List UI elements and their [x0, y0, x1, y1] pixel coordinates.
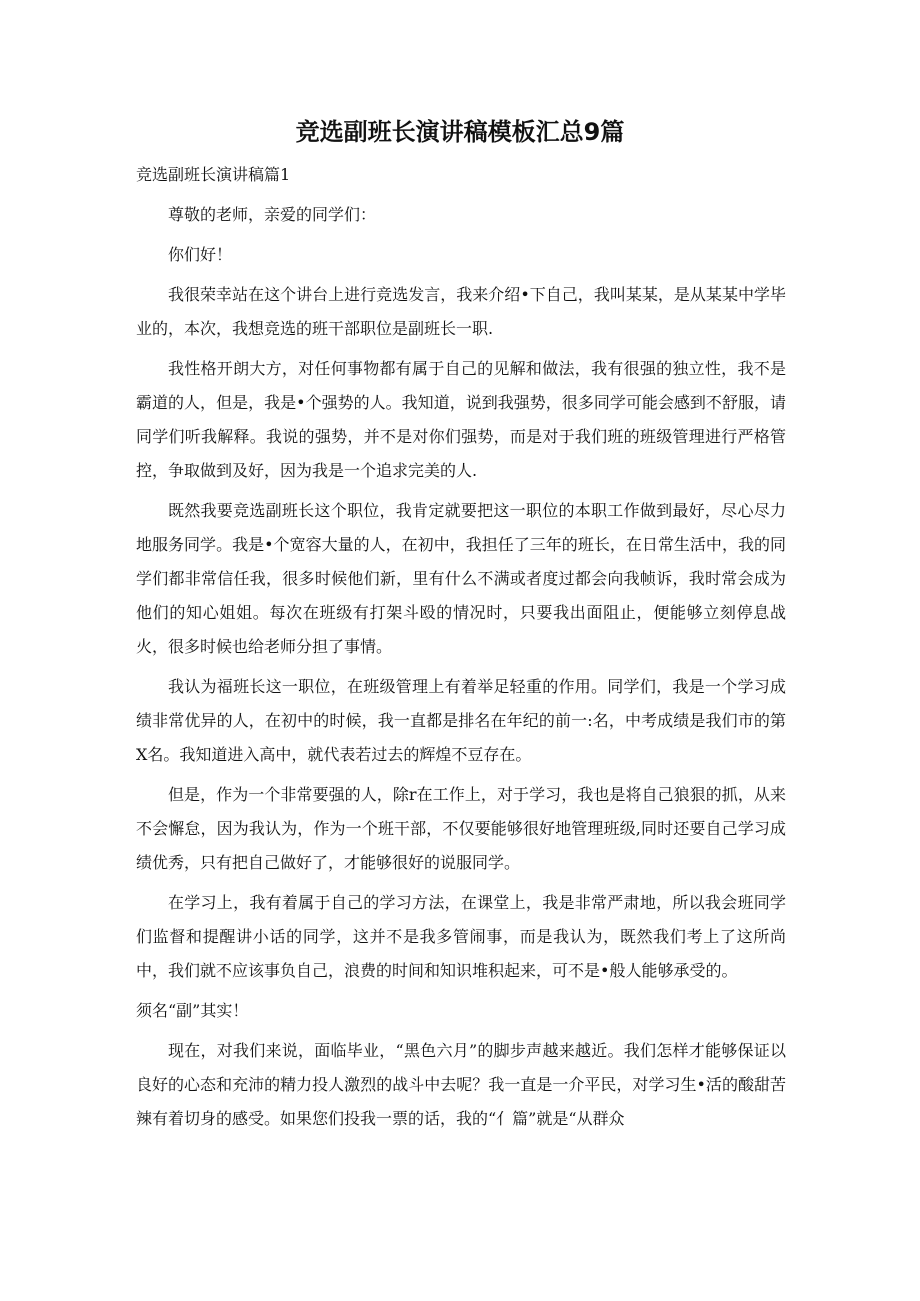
closing-paragraph: 现在，对我们来说，面临毕业，“黑色六月”的脚步声越来越近。我们怎样才能够保证以良好的心态和充沛的精力投人激烈的战斗中去呢？我一直是一介平民，对学习生•活的酸甜苦辣有着切身的感受。如果您们投我一票的话，我的“亻篇”就是“从群众: [136, 1041, 786, 1128]
intro-paragraph: 我很荣幸站在这个讲台上进行竞选发言，我来介绍•下自己，我叫某某，是从某某中学毕业的，本次，我想竞选的班干部职位是副班长一职.: [136, 285, 786, 338]
study-paragraph: 但是，作为一个非常要强的人，除r在工作上，对于学习，我也是将自己狼狠的抓，从来不会懈怠，因为我认为，作为一个班干部，不仅要能够很好地管理班级,同时还要自己学习成绩优秀，只有把自己做好了，才能够很好的说服同学。: [136, 785, 786, 872]
hello-paragraph: 你们好！: [168, 245, 233, 264]
section-heading: 竞选副班长演讲稿篇1: [136, 165, 291, 184]
method-paragraph: 在学习上，我有着属于自己的学习方法，在课堂上，我是非常严肃地，所以我会班同学们监督和提醒讲小话的同学，这并不是我多管闹事，而是我认为，既然我们考上了这所尚中，我们就不应该事负自己，浪费的时间和知识堆积起来，可不是•般人能够承受的。: [136, 893, 786, 980]
document-body: [136, 158, 786, 1136]
greeting-paragraph: 尊敬的老师，亲爱的同学们：: [168, 205, 377, 224]
document-title: 竞选副班长演讲稿模板汇总9篇: [295, 118, 625, 146]
personality-paragraph: 我性格开朗大方，对任何事物都有属于自己的见解和做法，我有很强的独立性，我不是霸道的人，但是，我是•个强势的人。我知道，说到我强势，很多同学可能会感到不舒服，请同学们听我解释。我说的强势，并不是对你们强势，而是对于我们班的班级管理进行严格管控，争取做到及好，因为我是一个追求完美的人.: [136, 359, 786, 480]
slogan-paragraph: 须名“副”其实！: [136, 1001, 249, 1020]
service-paragraph: 既然我要竞选副班长这个职位，我肯定就要把这一职位的本职工作做到最好，尽心尽力地服务同学。我是•个宽容大量的人，在初中，我担任了三年的班长，在日常生活中，我的同学们都非常信任我，很多时候他们新，里有什么不满或者度过都会向我帧诉，我时常会成为他们的知心姐姐。每次在班级有打架斗殴的情况时，只要我出面阻止，便能够立刻停息战火，很多时候也给老师分担了事情。: [136, 501, 786, 656]
role-paragraph: 我认为福班长这一职位，在班级管理上有着举足轻重的作用。同学们，我是一个学习成绩非常优异的人，在初中的时候，我一直都是排名在年纪的前一:名，中考成绩是我们市的第X名。我知道进入高中，就代表若过去的辉煌不豆存在。: [136, 677, 786, 764]
